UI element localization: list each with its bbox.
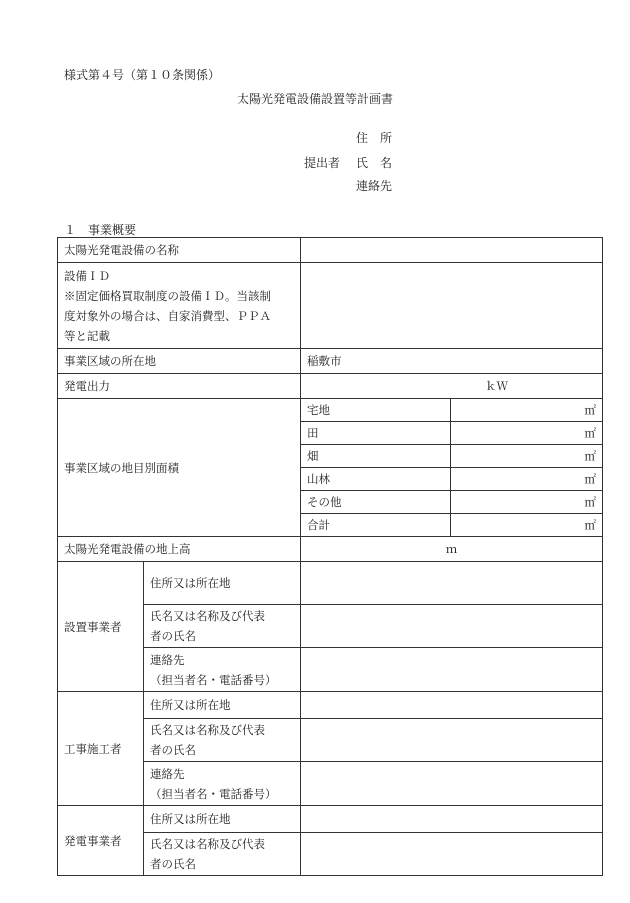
facility-id-note-1: ※固定価格買取制度の設備ＩＤ。当該制: [64, 288, 271, 303]
table-row: [58, 374, 603, 399]
name-label: 氏 名: [356, 156, 393, 170]
name-label-line: 者の氏名: [150, 857, 196, 871]
height-label: 太陽光発電設備の地上高: [58, 537, 301, 562]
constructor-contact-value[interactable]: [301, 762, 603, 806]
output-unit: ｋＷ: [485, 379, 508, 393]
name-label-line: 者の氏名: [150, 743, 196, 757]
installer-contact-value[interactable]: [301, 648, 603, 692]
constructor-label: 工事施工者: [58, 692, 144, 806]
area-item-value[interactable]: ㎡: [451, 445, 603, 468]
installer-address-label: 住所又は所在地: [144, 562, 301, 605]
name-label-line: 者の氏名: [150, 629, 196, 643]
installer-name-label: [144, 605, 301, 648]
facility-id-label: [58, 263, 301, 349]
table-row: [58, 349, 603, 374]
table-row: [58, 238, 603, 263]
area-item-label: その他: [301, 491, 451, 514]
table-row: [58, 537, 603, 562]
document-title: 太陽光発電設備設置等計画書: [236, 92, 393, 106]
installer-label: 設置事業者: [58, 562, 144, 692]
location-value[interactable]: 稲敷市: [301, 349, 603, 374]
installer-address-value[interactable]: [301, 562, 603, 605]
table-row: [58, 692, 603, 719]
area-item-value[interactable]: ㎡: [451, 422, 603, 445]
contact-label-line: 連絡先: [150, 652, 185, 667]
form-number: 様式第４号（第１０条関係）: [64, 68, 221, 82]
height-value[interactable]: ｍ: [301, 537, 603, 562]
business-overview-table: [57, 237, 603, 876]
area-item-label: 畑: [301, 445, 451, 468]
section-heading: １ 事業概要: [64, 223, 137, 237]
constructor-name-value[interactable]: [301, 719, 603, 762]
facility-id-value[interactable]: [301, 263, 603, 349]
name-label-line: 氏名又は名称及び代表: [150, 723, 265, 737]
facility-id-note-2: 度対象外の場合は、自家消費型、ＰＰＡ: [64, 308, 271, 323]
output-label: 発電出力: [58, 374, 301, 399]
constructor-name-label: [144, 719, 301, 762]
generator-name-value[interactable]: [301, 833, 603, 876]
constructor-address-value[interactable]: [301, 692, 603, 719]
submitter-label: 提出者: [304, 156, 341, 170]
table-row: [58, 562, 603, 605]
area-item-label: 田: [301, 422, 451, 445]
area-label: 事業区域の地目別面積: [58, 399, 301, 537]
facility-name-label: 太陽光発電設備の名称: [58, 238, 301, 263]
area-item-value[interactable]: ㎡: [451, 399, 603, 422]
constructor-contact-label: [144, 762, 301, 806]
address-label: 住 所: [356, 131, 393, 145]
facility-name-value[interactable]: [301, 238, 603, 263]
area-item-value[interactable]: ㎡: [451, 514, 603, 537]
generator-address-value[interactable]: [301, 806, 603, 833]
generator-name-label: [144, 833, 301, 876]
name-label-line: 氏名又は名称及び代表: [150, 837, 265, 851]
name-label-line: 氏名又は名称及び代表: [150, 609, 265, 623]
contact-label-line: 連絡先: [150, 766, 185, 781]
facility-id-note-3: 等と記載: [64, 328, 110, 343]
area-item-label: 山林: [301, 468, 451, 491]
table-row: [58, 399, 603, 422]
table-row: [58, 263, 603, 349]
constructor-address-label: 住所又は所在地: [144, 692, 301, 719]
contact-label-line: （担当者名・電話番号）: [150, 786, 277, 801]
area-item-label: 合計: [301, 514, 451, 537]
location-label: 事業区域の所在地: [58, 349, 301, 374]
contact-label: 連絡先: [356, 179, 393, 193]
generator-label: 発電事業者: [58, 806, 144, 876]
generator-address-label: 住所又は所在地: [144, 806, 301, 833]
output-value[interactable]: [301, 374, 603, 399]
table-row: [58, 806, 603, 833]
area-item-value[interactable]: ㎡: [451, 468, 603, 491]
area-item-value[interactable]: ㎡: [451, 491, 603, 514]
area-item-label: 宅地: [301, 399, 451, 422]
contact-label-line: （担当者名・電話番号）: [150, 672, 277, 687]
installer-contact-label: [144, 648, 301, 692]
installer-name-value[interactable]: [301, 605, 603, 648]
facility-id-title: 設備ＩＤ: [64, 268, 110, 283]
